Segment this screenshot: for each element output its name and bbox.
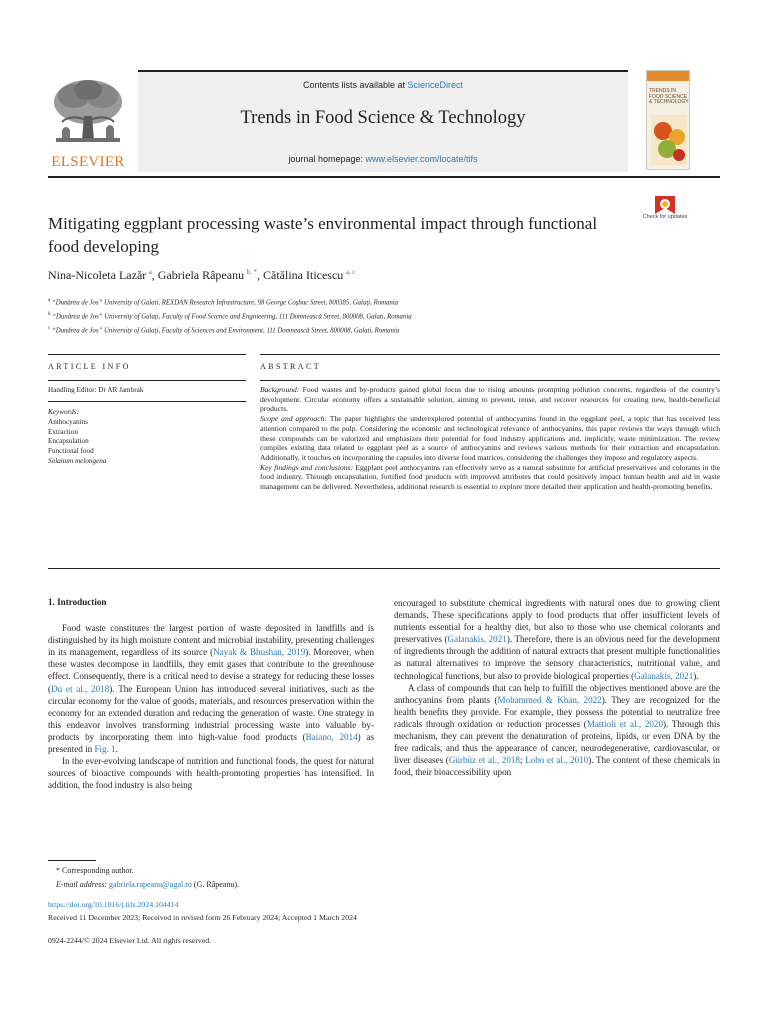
author-list: Nina-Nicoleta Lazăr $^a$, Gabriela Râpeanu $^{b, *}$, Cătălina Iticescu $^{a, c}$ [48,268,356,282]
affiliation-item: $^a$ “Dunărea de Jos” University of Galati, REXDAN Research Infrastructure, 98 George Coşbuc Street, 800385, Galați, Romania [48,298,399,307]
keywords-heading: Keywords: [48,408,79,416]
body-paragraph: In the ever-evolving landscape of nutrition and functional foods, the quest for natural sources of bioactive compounds with health-promoting properties has intensified. In addition, the food industry is also being [48,756,374,791]
abstract-heading: ABSTRACT [260,362,321,371]
body-paragraph: A class of compounds that can help to fulfill the objectives mentioned above are the anthocyanins from plants (Mohammed & Khan, 2022). They are recognized for the health benefits they provide. For example, they possess the potential to neutralize free radicals through oxidation or reduction processes (Mattioli et al., 2020). Through this mechanism, they can prevent the denaturation of proteins, lipids, or even DNA by the free radicals, and thus the appearance of cancer, neurodegenerative, cardiovascular, or liver diseases (Gürbüz et al., 2018; Lobo et al., 2010). The content of these chemicals in food, their bioaccessibility upon [394,682,721,778]
citation-link[interactable]: Mattioli et al., 2020 [586,718,664,729]
body-column-right [394,597,720,778]
info-top-rule [48,354,246,355]
keyword-item: Anthocyanins [48,417,88,426]
handling-editor: Handling Editor: Dr AR Jambrak [48,386,144,394]
abstract-top-rule [260,354,720,355]
journal-homepage-link[interactable]: www.elsevier.com/locate/tifs [365,154,478,164]
affiliation-item: $^b$ “Dunărea de Jos” University of Galați, Faculty of Food Science and Engineering, 111 Domnească Street, 800008, Galati, Romania [48,311,412,321]
journal-header [48,70,720,172]
citation-link[interactable]: Baiano, 2014 [305,731,358,742]
article-info-heading: ARTICLE INFO [48,362,131,371]
cover-food-image-icon [651,115,687,165]
body-paragraph: Food waste constitutes the largest portion of waste deposited in landfills and is distinguished by its high moisture content and microbial instability, presenting challenges in its management, regardless of its source (Nayak & Bhushan, 2019). Moreover, when these wastes decompose in landfills, they emit gases that contribute to the greenhouse effect. Consequently, there is a critical need to devise a strategy for reducing these losses (Du et al., 2018). The European Union has introduced several initiatives, such as the circular economy for the value of goods, materials, and resources preservation within the economy for an extended duration and reducing the generation of waste. One strategy in this endeavor involves transforming industrial processing waste into valuable by-products by incorporating them into high-value food products (Baiano, 2014) as presented in Fig. 1. [48,623,375,755]
check-for-updates-icon[interactable] [648,194,682,230]
body-paragraph: encouraged to substitute chemical ingredients with natural ones due to growing client demands. These specifications apply to food products that offer insufficient levels of nutrients essential for a healthy diet, but also to those who use chemical colorants and preservatives (Galanakis, 2021). Therefore, there is an obvious need for the development of ingredients through the addition of natural extracts that present multiple functionalities as natural alternatives to improve the sensory characteristics, nutritional value, and technological functions, but also to provide biological properties (Galanakis, 2021). [394,598,720,681]
author-affiliation-marker[interactable]: a, c [345,268,356,276]
footnote-rule [48,860,96,861]
email-note: E-mail address: gabriela.rapeanu@ugal.ro (G. Râpeanu). [56,880,240,889]
keyword-item: Functional food [48,447,94,456]
article-title: Mitigating eggplant processing waste’s environmental impact through functional food developing [48,214,598,256]
citation-link[interactable]: Du et al., 2018 [51,683,110,694]
citation-link[interactable]: Lobo et al., 2010 [525,755,589,766]
header-divider [48,176,720,178]
affiliation-list [48,295,708,336]
citation-link[interactable]: Gürbüz et al., 2018 [448,755,520,766]
author-affiliation-marker[interactable]: a [148,268,152,276]
abstract-findings: Key findings and conclusions: Eggplant peel anthocyanins can effectively serve as a natural substitute for artificial preservatives and colorants in the food industry. Through encapsulation, fortified food products with improved attributes that could positively impact human health and aid in waste management can be delivered. Nevertheless, additional research is essential to explore more detailed their application and health-promoting benefits. [260,462,721,492]
cover-band [647,71,690,81]
author-affiliation-marker[interactable]: b, * [246,268,257,276]
keyword-item: Encapsulation [48,437,89,446]
doi-link[interactable]: https://doi.org/10.1016/j.tifs.2024.104414 [48,900,179,909]
homepage-line: journal homepage: www.elsevier.com/locate/tifs [288,154,478,164]
citation-link[interactable]: Galanakis, 2021 [634,670,694,681]
body-column-left [48,596,374,791]
abstract-bottom-rule [48,568,720,569]
citation-link[interactable]: Mohammed & Khan, 2022 [497,694,602,705]
journal-title[interactable]: Trends in Food Science & Technology [240,108,526,128]
copyright-line: 0924-2244/© 2024 Elsevier Ltd. All rights reserved. [48,936,212,945]
abstract-heading-rule [260,380,720,381]
elsevier-wordmark: ELSEVIER [51,154,125,170]
author-name[interactable]: Gabriela Râpeanu [157,268,245,282]
keywords-block [48,408,246,467]
keyword-item: Solanum melongena [48,456,107,465]
section-heading-introduction: 1. Introduction [48,597,107,607]
figure-link[interactable]: Fig. 1 [94,744,116,755]
elsevier-tree-icon [50,76,126,150]
abstract-scope: Scope and approach: The paper highlights the underexplored potential of anthocyanins found in the eggplant peel, a topic that has received less attention compared to the pulp. Considering the economic and technological relevance of anthocyanins, this paper reviews the ways through which these compounds can be valorized and emphasizes their potential for food industry applications and, implicitly, waste minimization. The review compiles existing data related to eggplant peel as a source of anthocyanins and reviews various methods for their extraction and encapsulation. Additionally, it touches on incorporating the capsules into diverse food matrices, considering the challenges they impose and regulatory aspects. [260,414,720,462]
info-heading-rule [48,380,246,381]
abstract-background: Background: Food wastes and by-products gained global focus due to rising amounts prompting pollution concerns, regardless of the country’s development. Circular economy offers a sustainable solution, aiming to prevent, reuse, and recover resources for creating new, health-beneficial products. [260,385,720,414]
contents-line: Contents lists available at ScienceDirect [302,80,464,90]
received-dates: Received 11 December 2023; Received in revised form 26 February 2024; Accepted 1 March 2024 [48,913,357,922]
sciencedirect-link[interactable]: ScienceDirect [407,80,464,90]
citation-link[interactable]: Nayak & Bhushan, 2019 [213,647,306,658]
keyword-item: Extraction [48,427,78,436]
handling-editor-rule [48,401,246,402]
email-link[interactable]: gabriela.rapeanu@ugal.ro [109,880,192,889]
author-name[interactable]: Cătălina Iticescu [263,268,344,282]
corresponding-author-note: * Corresponding author. [56,866,134,875]
citation-link[interactable]: Galanakis, 2021 [447,634,507,645]
journal-banner [138,70,628,172]
check-for-updates-label[interactable]: Check for updates [642,214,688,220]
affiliation-item: $^c$ “Dunărea de Jos” University of Galați, Faculty of Sciences and Environment, 111 Domnească Street, 800008, Galati, Romania [48,325,400,334]
cover-title: TRENDS IN FOOD SCIENCE & TECHNOLOGY [649,88,689,105]
journal-cover-thumbnail[interactable] [646,70,690,170]
abstract-text [260,385,720,492]
elsevier-logo[interactable] [48,76,128,170]
author-name[interactable]: Nina-Nicoleta Lazăr [48,268,147,282]
